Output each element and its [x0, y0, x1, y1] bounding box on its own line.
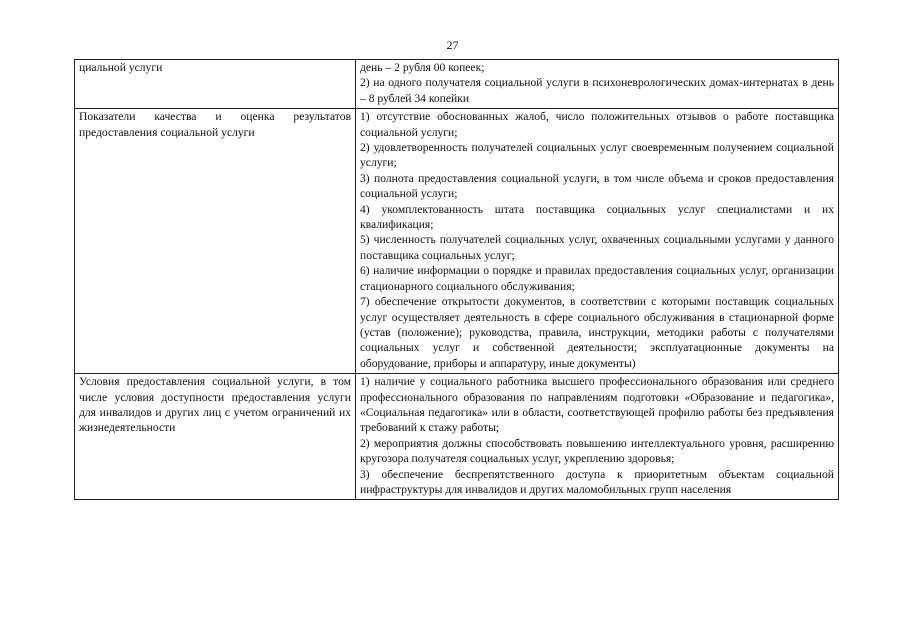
table-row: [75, 60, 839, 109]
row-label: Показатели качества и оценка результатов предоставления социальной услуги: [75, 109, 356, 374]
page-number: 27: [446, 38, 459, 52]
content-item: 2) удовлетворенность получателей социальных услуг своевременным получением социальной услуги;: [360, 141, 834, 170]
content-item: 3) обеспечение беспрепятственного доступа к приоритетным объектам социальной инфраструктуры для инвалидов и других маломобильных групп населения: [360, 467, 834, 496]
content-item: 3) полнота предоставления социальной услуги, в том числе объема и сроков предоставления социальной услуги;: [360, 171, 834, 201]
table-row: [75, 109, 839, 374]
row-label: Условия предоставления социальной услуги, в том числе условия доступности предоставления услуги для инвалидов и других лиц с учетом ограничений их жизнедеятельности: [75, 374, 356, 500]
row-content: [356, 374, 839, 500]
content-item: 1) отсутствие обоснованных жалоб, число положительных отзывов о работе поставщика социальной услуги;: [360, 110, 834, 139]
content-item: 2) на одного получателя социальной услуги в психоневрологических домах-интернатах в день – 8 рублей 34 копейки: [360, 76, 834, 105]
content-item: 1) наличие у социального работника высшего профессионального образования или среднего профессионального образования по направлениям подготовки «Образование и педагогика», «Социальная педагогика» или в области, соответствующей профилю работы без предъявления требований к стажу работы;: [360, 375, 834, 435]
content-item: 4) укомплектованность штата поставщика социальных услуг специалистами и их квалификация;: [360, 202, 834, 232]
content-item: 5) численность получателей социальных услуг, охваченных социальными услугами у данного поставщика социальных услуг;: [360, 233, 834, 262]
content-item: 6) наличие информации о порядке и правилах предоставления социальных услуг, организации стационарного социального обслуживания;: [360, 264, 834, 293]
content-item: день – 2 рубля 00 копеек;: [360, 61, 485, 74]
row-label: циальной услуги: [75, 60, 356, 109]
content-item: 2) мероприятия должны способствовать повышению интеллектуального уровня, расширению кругозора получателя социальных услуг, укреплению здоровья;: [360, 436, 834, 466]
row-content: [356, 109, 839, 374]
services-table: [74, 59, 839, 500]
table-row: [75, 374, 839, 500]
row-content: [356, 60, 839, 109]
content-item: 7) обеспечение открытости документов, в соответствии с которыми поставщик социальных услуг осуществляет деятельность в сфере социального обслуживания в стационарной форме (устав (положение); руководства, правила, инструкции, методики работы с получателями социальных услуг и собственной деятельности; эксплуатационные документы на оборудование, приборы и аппаратуру, иные документы): [360, 295, 834, 370]
